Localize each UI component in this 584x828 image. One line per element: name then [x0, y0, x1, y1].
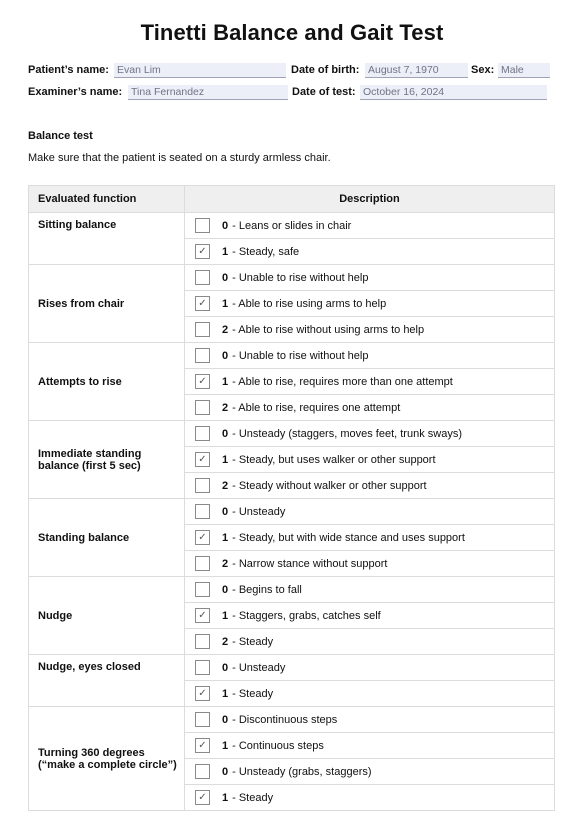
option-text: - Able to rise, requires one attempt: [232, 401, 401, 414]
option-score: 1: [222, 245, 229, 258]
option-score: 1: [222, 375, 229, 388]
sex-field[interactable]: Male: [498, 63, 550, 78]
option-cell: [185, 317, 555, 343]
table-row: [29, 707, 555, 733]
option-text: - Unsteady (grabs, staggers): [232, 765, 372, 778]
table-header-row: [29, 186, 555, 213]
option-cell: [185, 473, 555, 499]
option-checkbox[interactable]: [195, 738, 210, 753]
option-score: 1: [222, 297, 229, 310]
option-item: [185, 551, 554, 576]
option-cell: [185, 447, 555, 473]
option-checkbox[interactable]: [195, 296, 210, 311]
dob-label: Date of birth:: [291, 64, 360, 76]
option-cell: [185, 395, 555, 421]
examiner-name-label: Examiner’s name:: [28, 86, 123, 98]
option-item: [185, 707, 554, 732]
option-checkbox[interactable]: [195, 504, 210, 519]
function-name-cell: Standing balance: [29, 499, 185, 577]
option-score: 2: [222, 635, 229, 648]
option-cell: [185, 707, 555, 733]
table-row: [29, 213, 555, 239]
option-cell: [185, 239, 555, 265]
option-checkbox[interactable]: [195, 634, 210, 649]
option-checkbox[interactable]: [195, 608, 210, 623]
option-score: 0: [222, 427, 229, 440]
option-checkbox[interactable]: [195, 400, 210, 415]
option-cell: [185, 577, 555, 603]
option-text: - Steady, but uses walker or other support: [232, 453, 436, 466]
option-score: 2: [222, 323, 229, 336]
option-item: [185, 369, 554, 394]
option-text: - Able to rise without using arms to help: [232, 323, 425, 336]
table-row: [29, 343, 555, 369]
option-score: 1: [222, 453, 229, 466]
option-score: 2: [222, 401, 229, 414]
option-text: - Leans or slides in chair: [232, 219, 352, 232]
option-text: - Unsteady: [232, 661, 286, 674]
option-checkbox[interactable]: [195, 270, 210, 285]
option-text: - Unsteady (staggers, moves feet, trunk sways): [232, 427, 462, 440]
option-checkbox[interactable]: [195, 712, 210, 727]
option-score: 1: [222, 609, 229, 622]
option-item: [185, 343, 554, 368]
test-date-field[interactable]: October 16, 2024: [360, 85, 547, 100]
option-text: - Unsteady: [232, 505, 286, 518]
option-score: 0: [222, 505, 229, 518]
option-text: - Unable to rise without help: [232, 349, 369, 362]
option-text: - Narrow stance without support: [232, 557, 388, 570]
sex-label: Sex:: [471, 64, 495, 76]
option-item: [185, 395, 554, 420]
option-text: - Able to rise using arms to help: [232, 297, 387, 310]
option-item: [185, 473, 554, 498]
option-item: [185, 759, 554, 784]
checkmark-icon: ✓: [198, 739, 207, 751]
option-score: 0: [222, 219, 229, 232]
checkmark-icon: ✓: [198, 453, 207, 465]
option-checkbox[interactable]: [195, 660, 210, 675]
checkmark-icon: ✓: [198, 297, 207, 309]
option-item: [185, 213, 554, 238]
option-score: 0: [222, 583, 229, 596]
option-score: 0: [222, 349, 229, 362]
checkmark-icon: ✓: [198, 375, 207, 387]
option-cell: [185, 681, 555, 707]
patient-row: [28, 64, 554, 80]
function-name-cell: Attempts to rise: [29, 343, 185, 421]
dob-field[interactable]: August 7, 1970: [365, 63, 468, 78]
option-cell: [185, 499, 555, 525]
table-row: [29, 421, 555, 447]
option-cell: [185, 785, 555, 811]
table-row: [29, 655, 555, 681]
option-checkbox[interactable]: [195, 582, 210, 597]
option-cell: [185, 759, 555, 785]
option-checkbox[interactable]: [195, 452, 210, 467]
option-cell: [185, 265, 555, 291]
checkmark-icon: ✓: [198, 609, 207, 621]
option-score: 1: [222, 531, 229, 544]
option-checkbox[interactable]: [195, 348, 210, 363]
option-item: [185, 655, 554, 680]
function-name-cell: Sitting balance: [29, 213, 185, 265]
option-cell: [185, 655, 555, 681]
checkmark-icon: ✓: [198, 687, 207, 699]
option-score: 1: [222, 687, 229, 700]
option-item: [185, 603, 554, 628]
option-text: - Staggers, grabs, catches self: [232, 609, 381, 622]
function-name-cell: Rises from chair: [29, 265, 185, 343]
option-score: 2: [222, 557, 229, 570]
option-item: [185, 499, 554, 524]
option-score: 0: [222, 661, 229, 674]
option-text: - Steady: [232, 635, 274, 648]
function-name-cell: Turning 360 degrees (“make a complete circle”): [29, 707, 185, 811]
examiner-row: [28, 86, 554, 102]
col-header-function: Evaluated function: [29, 186, 185, 213]
option-text: - Steady, safe: [232, 245, 300, 258]
option-cell: [185, 551, 555, 577]
option-checkbox[interactable]: [195, 556, 210, 571]
table-row: [29, 265, 555, 291]
option-cell: [185, 369, 555, 395]
option-item: [185, 239, 554, 264]
checkmark-icon: ✓: [198, 245, 207, 257]
option-text: - Steady, but with wide stance and uses support: [232, 531, 465, 544]
option-item: [185, 421, 554, 446]
option-cell: [185, 343, 555, 369]
option-checkbox[interactable]: [195, 790, 210, 805]
option-checkbox[interactable]: [195, 478, 210, 493]
option-checkbox[interactable]: [195, 764, 210, 779]
option-item: [185, 785, 554, 810]
checkmark-icon: ✓: [198, 791, 207, 803]
option-item: [185, 577, 554, 602]
balance-test-table: [28, 185, 555, 811]
table-row: [29, 577, 555, 603]
option-text: - Unable to rise without help: [232, 271, 369, 284]
examiner-name-field[interactable]: Tina Fernandez: [128, 85, 288, 100]
option-item: [185, 291, 554, 316]
function-name-cell: Immediate standing balance (first 5 sec): [29, 421, 185, 499]
option-text: - Discontinuous steps: [232, 713, 338, 726]
balance-instruction: Make sure that the patient is seated on a sturdy armless chair.: [28, 152, 331, 164]
col-header-description: Description: [185, 186, 555, 213]
option-cell: [185, 213, 555, 239]
option-cell: [185, 603, 555, 629]
option-text: - Steady without walker or other support: [232, 479, 427, 492]
balance-test-heading: Balance test: [28, 130, 93, 142]
option-score: 0: [222, 765, 229, 778]
option-text: - Able to rise, requires more than one attempt: [232, 375, 453, 388]
option-cell: [185, 421, 555, 447]
option-score: 0: [222, 713, 229, 726]
option-cell: [185, 525, 555, 551]
option-score: 1: [222, 739, 229, 752]
function-name-cell: Nudge: [29, 577, 185, 655]
option-score: 1: [222, 791, 229, 804]
option-checkbox[interactable]: [195, 374, 210, 389]
option-text: - Continuous steps: [232, 739, 324, 752]
option-item: [185, 629, 554, 654]
patient-name-label: Patient’s name:: [28, 64, 109, 76]
option-text: - Steady: [232, 687, 274, 700]
page-title: Tinetti Balance and Gait Test: [140, 20, 444, 45]
table-row: [29, 499, 555, 525]
option-checkbox[interactable]: [195, 426, 210, 441]
patient-name-field[interactable]: Evan Lim: [114, 63, 286, 78]
option-checkbox[interactable]: [195, 530, 210, 545]
option-checkbox[interactable]: [195, 686, 210, 701]
option-checkbox[interactable]: [195, 322, 210, 337]
option-item: [185, 525, 554, 550]
test-date-label: Date of test:: [292, 86, 356, 98]
option-text: - Steady: [232, 791, 274, 804]
option-item: [185, 447, 554, 472]
option-checkbox[interactable]: [195, 218, 210, 233]
function-name-cell: Nudge, eyes closed: [29, 655, 185, 707]
checkmark-icon: ✓: [198, 531, 207, 543]
option-score: 2: [222, 479, 229, 492]
option-text: - Begins to fall: [232, 583, 302, 596]
option-checkbox[interactable]: [195, 244, 210, 259]
option-cell: [185, 291, 555, 317]
option-item: [185, 733, 554, 758]
option-cell: [185, 629, 555, 655]
option-item: [185, 265, 554, 290]
option-score: 0: [222, 271, 229, 284]
option-item: [185, 681, 554, 706]
table-body: [29, 213, 555, 811]
option-item: [185, 317, 554, 342]
option-cell: [185, 733, 555, 759]
